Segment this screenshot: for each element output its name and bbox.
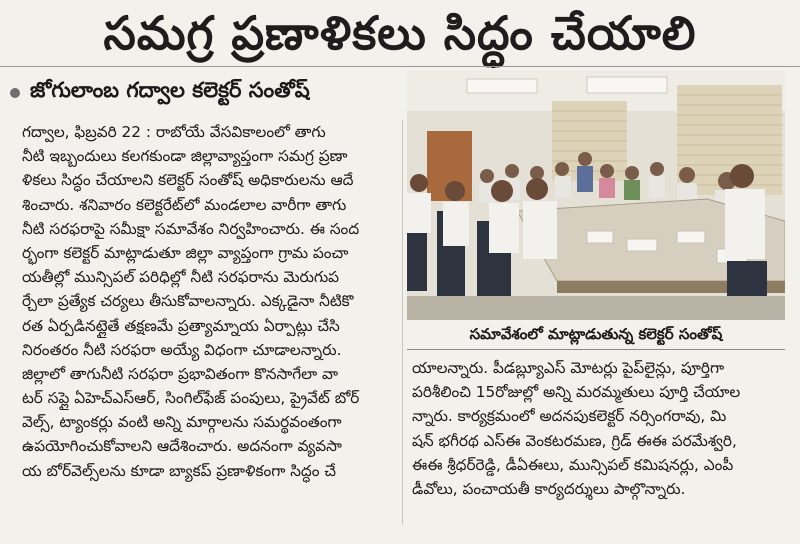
- body-line: య బోర్‌వెల్స్‌లను కూడా బ్యాకప్ ప్రణాళికంగా సిద్ధం చే: [22, 461, 336, 480]
- body-line: ర్చేలా ప్రత్యేక చర్యలు తీసుకోవాలన్నారు. ఎక్కడైనా నీటికొ: [22, 292, 354, 311]
- article-body-left-column: [22, 120, 400, 530]
- headline-divider: [0, 66, 800, 67]
- subheadline-text: జోగులాంబ గద్వాల కలెక్టర్ సంతోష్: [30, 78, 310, 102]
- body-line: యతీల్లో మున్సిపల్ పరిధిల్లో నీటి సరఫరాను మెరుగుప: [22, 268, 340, 287]
- body-line: డీవోలు, పంచాయతీ కార్యదర్శులు పాల్గొన్నారు.: [412, 479, 686, 498]
- meeting-photo-illustration: [407, 71, 785, 320]
- article-subheadline: [10, 78, 400, 108]
- body-line: జిల్లాలో తాగునీటి సరఫరా ప్రభావితంగా కొనసాగేలా వా: [22, 364, 339, 383]
- bullet-icon: [10, 88, 20, 98]
- column-divider: [402, 120, 403, 525]
- body-line: న్నారు. కార్యక్రమంలో అదనపుకలెక్టర్ నర్సింగరావు, మి: [412, 407, 727, 426]
- meeting-photo: [407, 71, 785, 320]
- article-body-right-column: [412, 356, 788, 526]
- body-line: ఉపయోగించుకోవాలని ఆదేశించారు. అదనంగా వ్యవసా: [22, 437, 342, 456]
- body-line: రత ఏర్పడినట్లైతే తక్షణమే ప్రత్యామ్నాయ ఏర్పాట్లు చేసి: [22, 316, 340, 335]
- body-line: వెల్స్, ట్యాంకర్లు వంటి అన్ని మార్గాలను సమర్థవంతంగా: [22, 413, 342, 432]
- caption-divider: [407, 349, 785, 350]
- body-line: శించారు. శనివారం కలెక్టరేట్‌లో మండలాల వారీగా తాగు: [22, 195, 347, 214]
- body-line: యాలన్నారు. పీడబ్ల్యూఎస్ మోటర్లు పైప్‌లైన్లు, పూర్తిగా: [412, 359, 725, 377]
- body-line: నీటి ఇబ్బందులు కలగకుండా జిల్లావ్యాప్తంగా సమగ్ర ప్రణా: [22, 147, 348, 166]
- photo-caption: సమావేశంలో మాట్లాడుతున్న కలెక్టర్ సంతోష్: [469, 325, 723, 343]
- body-line: టర్ సప్లై ఏహెచ్ఎస్ఆర్, సింగిల్‌ఫేజ్ పంపులు, ప్రైవేట్ బోర్: [22, 389, 360, 408]
- body-line: ఈఈ శ్రీధర్‌రెడ్డి, డీఏఈలు, మున్సిపల్ కమిషనర్లు, ఎంపీ: [412, 455, 734, 474]
- body-line: షన్ భగీరథ ఎస్ఈ వెంకటరమణ, గ్రిడ్ ఈఈ పరమేశ్వరి,: [412, 431, 737, 450]
- body-line: గద్వాల, ఫిబ్రవరి 22 : రాబోయే వేసవికాలంలో తాగు: [22, 123, 326, 141]
- body-line: ళికలు సిద్ధం చేయాలని కలెక్టర్ సంతోష్ అధికారులను ఆదే: [22, 171, 354, 190]
- article-headline: సమగ్ర ప్రణాళికలు సిద్ధం చేయాలి: [103, 6, 697, 60]
- body-line: ర్భంగా కలెక్టర్ మాట్లాడుతూ జిల్లా వ్యాప్తంగా గ్రామ పంచా: [22, 243, 349, 262]
- body-line: పరిశీలించి 15రోజుల్లో అన్ని మరమ్మతులు పూర్తి చేయాల: [412, 383, 741, 402]
- body-line: నీటి సరఫరాపై సమీక్షా సమావేశం నిర్వహించారు. ఈ సంద: [22, 219, 360, 238]
- body-line: నిరంతరం నీటి సరఫరా అయ్యే విధంగా చూడాలన్నారు.: [22, 340, 342, 359]
